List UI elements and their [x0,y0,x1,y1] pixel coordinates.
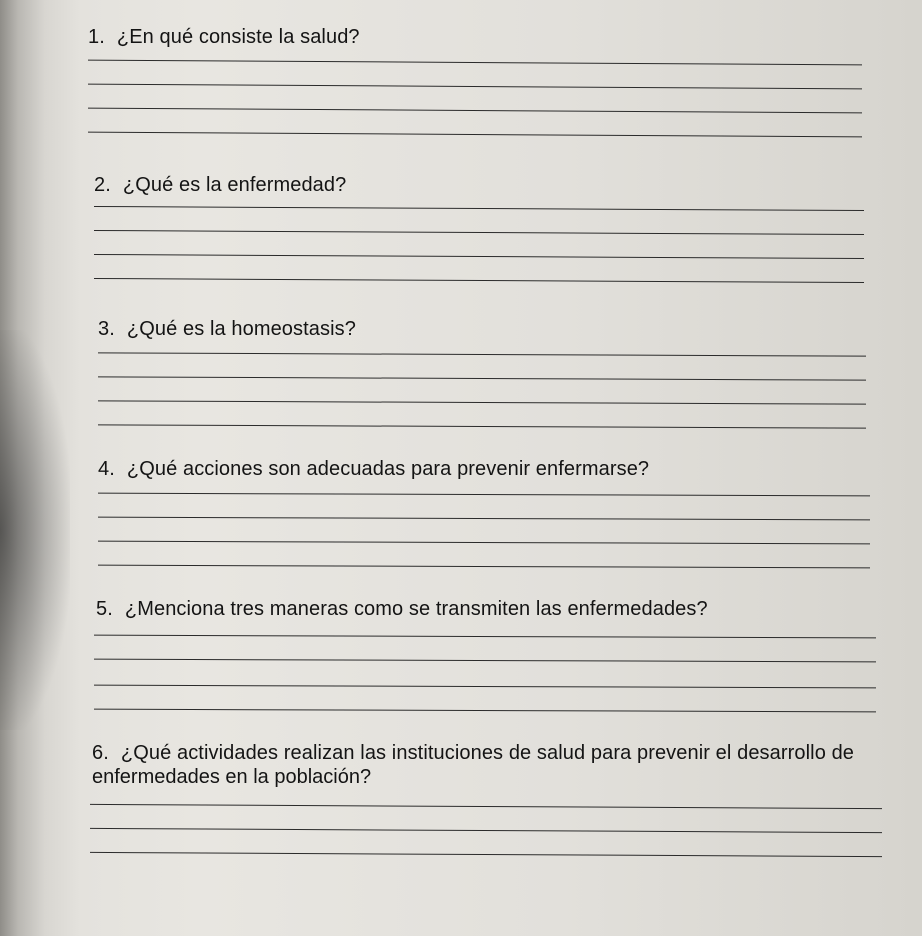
question-3 [98,316,356,342]
question-5 [96,596,708,622]
question-1-number: 1. [88,26,105,48]
answer-line[interactable] [88,132,862,138]
answer-line[interactable] [94,278,864,283]
question-6-text: ¿Qué actividades realizan las instituciones de salud para prevenir el desarrollo de [120,742,855,764]
question-5-text: ¿Menciona tres maneras como se transmiten las enfermedades? [124,598,708,620]
question-4-text: ¿Qué acciones son adecuadas para prevenir enfermarse? [126,458,650,480]
question-6-number: 6. [92,742,109,764]
answer-line[interactable] [94,230,864,235]
question-2-text: ¿Qué es la enfermedad? [122,174,347,196]
answer-line[interactable] [88,60,862,66]
question-2 [94,172,346,198]
answer-line[interactable] [98,352,866,356]
answer-line[interactable] [94,685,876,689]
question-6-text-continued: enfermedades en la población? [92,766,372,788]
answer-line[interactable] [94,659,876,663]
answer-line[interactable] [98,424,866,428]
question-3-text: ¿Qué es la homeostasis? [126,318,356,340]
answer-line[interactable] [98,565,870,569]
answer-line[interactable] [98,493,870,497]
question-6 [92,740,854,766]
answer-line[interactable] [94,635,876,639]
question-2-number: 2. [94,174,111,196]
answer-line[interactable] [98,376,866,380]
question-3-number: 3. [98,318,115,340]
answer-line[interactable] [98,541,870,545]
answer-line[interactable] [88,108,862,114]
question-4-number: 4. [98,458,115,480]
question-1 [88,24,360,50]
question-1-text: ¿En qué consiste la salud? [116,26,360,48]
answer-line[interactable] [90,828,882,833]
answer-line[interactable] [98,517,870,521]
answer-line[interactable] [90,804,882,809]
answer-line[interactable] [90,852,882,857]
question-5-number: 5. [96,598,113,620]
answer-line[interactable] [88,84,862,90]
answer-line[interactable] [94,206,864,211]
answer-line[interactable] [94,709,876,713]
answer-line[interactable] [94,254,864,259]
question-4 [98,456,649,482]
answer-line[interactable] [98,400,866,404]
